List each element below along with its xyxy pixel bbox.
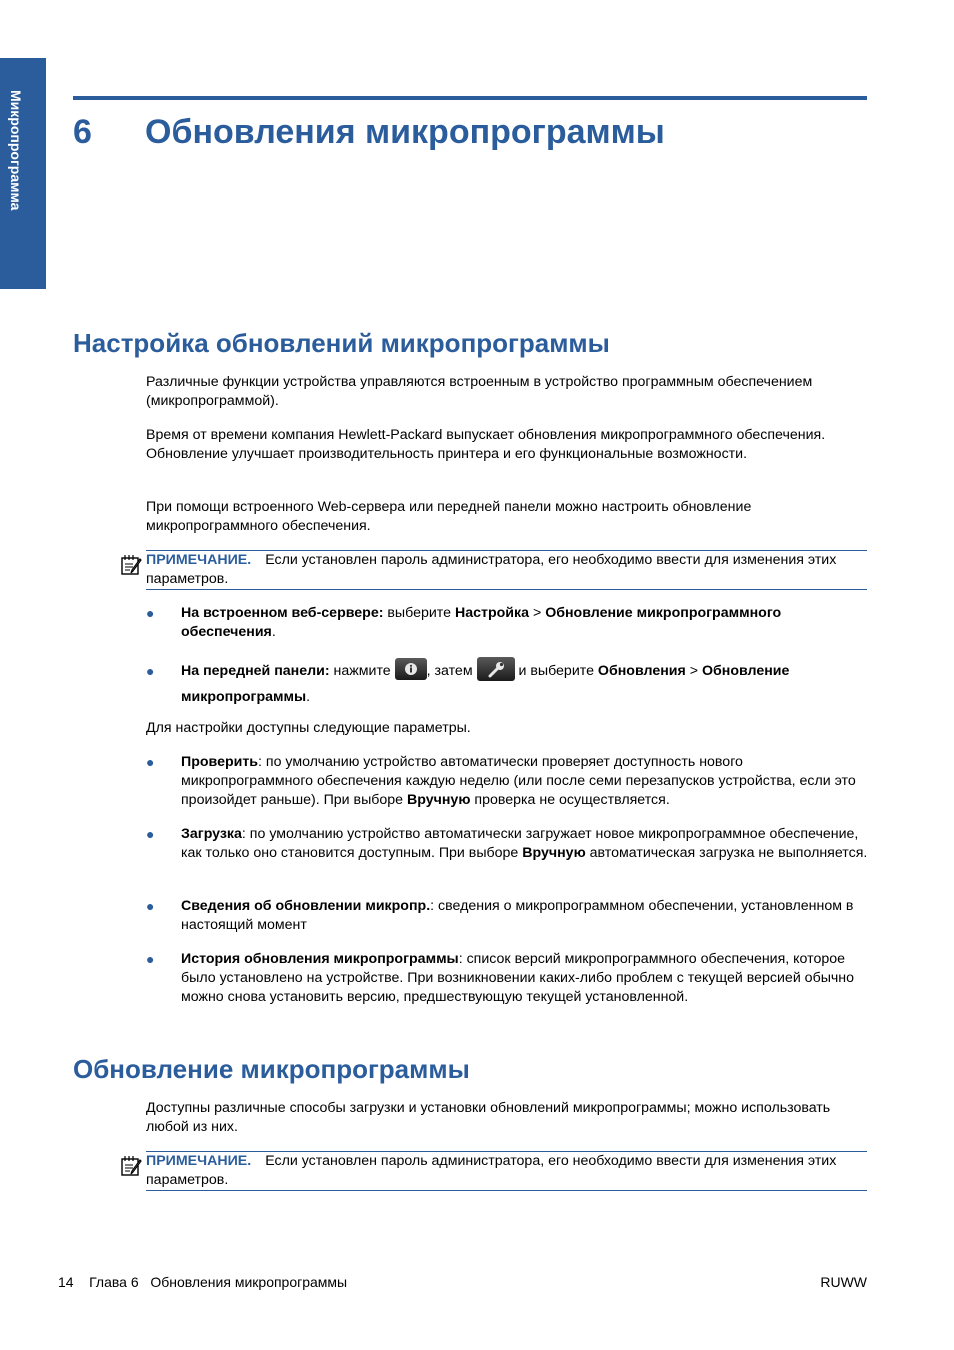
section-heading-settings: Настройка обновлений микропрограммы — [73, 328, 610, 358]
paragraph: Доступны различные способы загрузки и установки обновлений микропрограммы; можно использовать любой из них. — [146, 1100, 831, 1135]
list-item: ● На передней панели: нажмите , затем и выберите Обновления > Обновление микропрограммы. — [146, 658, 868, 710]
paragraph: Для настройки доступны следующие параметры. — [146, 720, 471, 736]
note-label: ПРИМЕЧАНИЕ. — [146, 552, 252, 568]
note-text: Если установлен пароль администратора, его необходимо ввести для изменения этих параметров. — [146, 552, 837, 587]
chapter-title — [73, 110, 665, 154]
footer-locale: RUWW — [820, 1274, 867, 1290]
note-box — [146, 1151, 867, 1191]
side-tab-label: Микропрограмма — [8, 90, 24, 211]
footer-chapter-title: Обновления микропрограммы — [150, 1274, 348, 1290]
note-pad-icon — [119, 554, 143, 576]
bullet-dot-icon: ● — [146, 826, 155, 842]
note-pad-icon — [119, 1155, 143, 1177]
note-label: ПРИМЕЧАНИЕ. — [146, 1153, 252, 1169]
list-item: ● Проверить: по умолчанию устройство автоматически проверяет доступность нового микропрограммного обеспечения каждую неделю (или после семи перезапусков устройства, если это произойдет раньше). При выборе Вручную проверка не осуществляется. — [146, 754, 856, 808]
paragraph: При помощи встроенного Web-сервера или передней панели можно настроить обновление микропрограммного обеспечения. — [146, 499, 752, 534]
info-button-icon — [395, 658, 427, 680]
bullet-dot-icon: ● — [146, 663, 155, 679]
chapter-number: 6 — [73, 113, 92, 151]
bullet-dot-icon: ● — [146, 951, 155, 967]
list-item: ● Сведения об обновлении микропр.: сведения о микропрограммном обеспечении, установленном в настоящий момент — [146, 898, 854, 933]
paragraph: Различные функции устройства управляются встроенным в устройство программным обеспечением (микропрограммой). — [146, 374, 813, 409]
bullet-dot-icon: ● — [146, 605, 155, 621]
paragraph: Время от времени компания Hewlett-Packard выпускает обновления микропрограммного обеспечения. Обновление улучшает производительность принтера и его функциональные возможности. — [146, 427, 826, 462]
chapter-title-text: Обновления микропрограммы — [145, 113, 665, 151]
section-heading-update: Обновление микропрограммы — [73, 1054, 470, 1084]
wrench-button-icon — [477, 657, 515, 681]
note-box — [146, 550, 867, 590]
list-item: ● История обновления микропрограммы: список версий микропрограммного обеспечения, которое было установлено на устройстве. При возникновении каких-либо проблем с текущей версией обычно можно снова установить версию, предшествующую текущей установленной. — [146, 951, 855, 1005]
footer-chapter-ref: Глава 6 — [89, 1274, 139, 1290]
page-number: 14 — [58, 1274, 74, 1290]
bullet-dot-icon: ● — [146, 898, 155, 914]
list-item: ● Загрузка: по умолчанию устройство автоматически загружает новое микропрограммное обеспечение, как только оно становится доступным. При выборе Вручную автоматическая загрузка не выполняется. — [146, 826, 868, 861]
footer-left — [58, 1273, 347, 1292]
bullet-dot-icon: ● — [146, 754, 155, 770]
chapter-rule — [73, 96, 867, 100]
side-chapter-tab — [0, 58, 46, 289]
note-text: Если установлен пароль администратора, его необходимо ввести для изменения этих параметров. — [146, 1153, 837, 1188]
list-item: ● На встроенном веб-сервере: выберите Настройка > Обновление микропрограммного обеспечения. — [146, 605, 782, 640]
